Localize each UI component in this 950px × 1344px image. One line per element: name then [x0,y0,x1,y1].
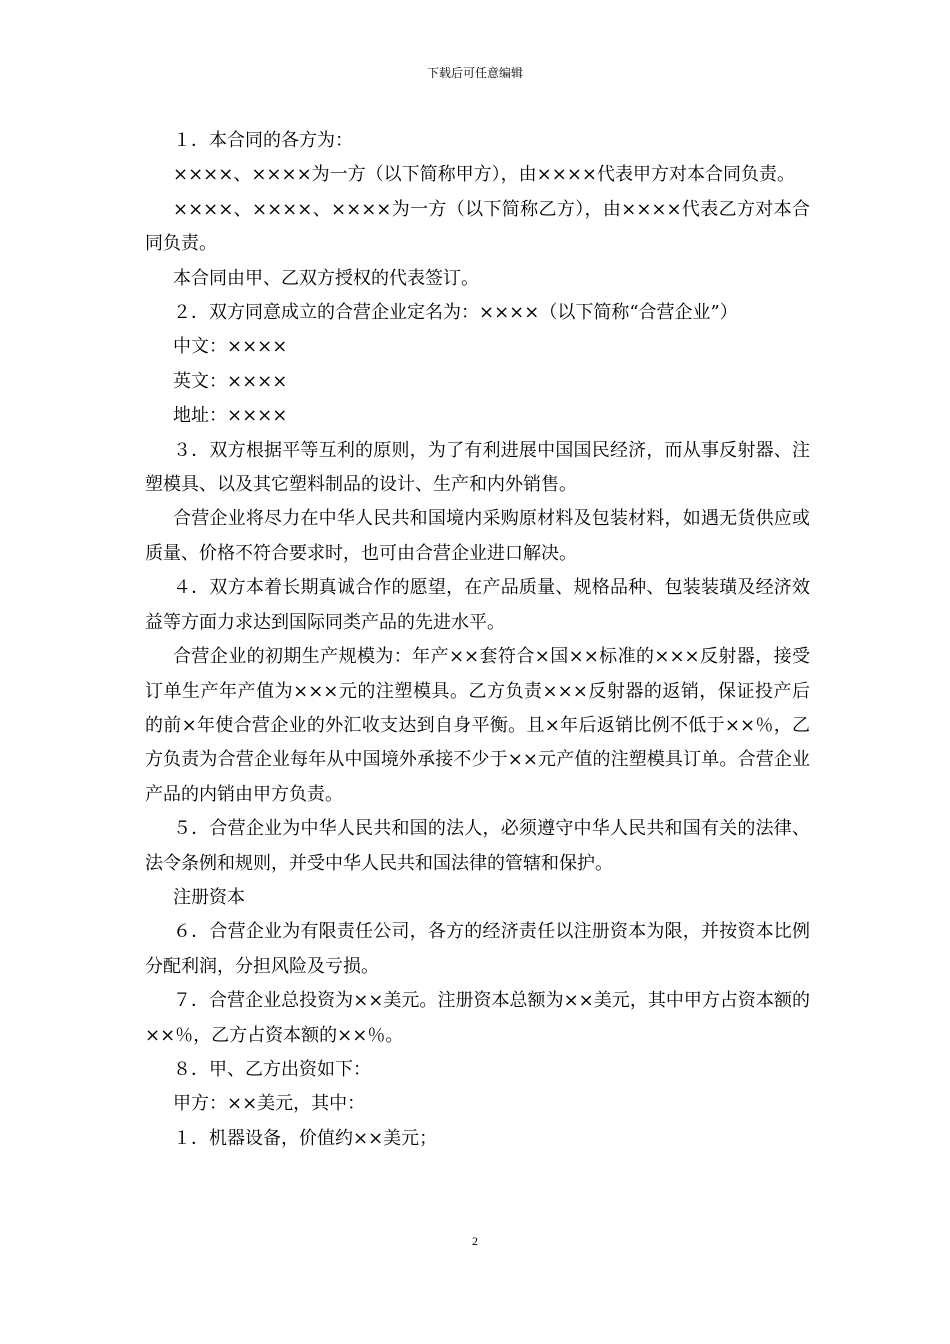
paragraph-17: ８．甲、乙方出资如下： [173,1058,371,1080]
paragraph-4: 本合同由甲、乙双方授权的代表签订。 [173,267,479,289]
paragraph-18: 甲方：××美元，其中： [173,1093,366,1115]
paragraph-1: １．本合同的各方为： [173,130,353,151]
section-heading-registered-capital: 注册资本 [173,886,245,908]
paragraph-16: ７．合营企业总投资为××美元。注册资本总额为××美元，其中甲方占资本额的××％，乙方占资本额的××％。 [145,990,810,1046]
paragraph-19: １．机器设备，价值约××美元； [173,1127,438,1149]
paragraph-8: 地址：×××× [173,405,288,427]
paragraph-10: 合营企业将尽力在中华人民共和国境内采购原材料及包装材料，如遇无货供应或质量、价格不符合要求时，也可由合营企业进口解决。 [145,508,810,564]
paragraph-11: ４．双方本着长期真诚合作的愿望，在产品质量、规格品种、包装装璜及经济效益等方面力求达到国际同类产品的先进水平。 [145,577,810,633]
paragraph-2: ××××、××××为一方（以下简称甲方），由××××代表甲方对本合同负责。 [173,164,795,186]
paragraph-12: 合营企业的初期生产规模为：年产××套符合×国××标准的×××反射器，接受订单生产年产值为×××元的注塑模具。乙方负责×××反射器的返销，保证投产后的前×年使合营企业的外汇收支达到自身平衡。且×年后返销比例不低于××％，乙方负责为合营企业每年从中国境外承接不少于××元产值的注塑模具订单。合营企业产品的内销由甲方负责。 [145,646,810,805]
paragraph-15: ６．合营企业为有限责任公司，各方的经济责任以注册资本为限，并按资本比例分配利润，分担风险及亏损。 [145,921,810,977]
paragraph-5: ２．双方同意成立的合营企业定名为：××××（以下简称“合营企业”） [173,302,738,324]
paragraph-9: ３．双方根据平等互利的原则，为了有利进展中国国民经济，而从事反射器、注塑模具、以及其它塑料制品的设计、生产和内外销售。 [145,439,810,496]
paragraph-6: 中文：×××× [173,336,288,358]
page-number: 2 [472,1234,478,1248]
page-header: 下载后可任意编辑 [426,66,523,80]
paragraph-13: ５．合营企业为中华人民共和国的法人，必须遵守中华人民共和国有关的法律、法令条例和规则，并受中华人民共和国法律的管辖和保护。 [145,818,810,874]
paragraph-7: 英文：×××× [173,370,288,392]
document-body [145,124,810,1156]
paragraph-3: ××××、××××、××××为一方（以下简称乙方），由××××代表乙方对本合同负责。 [145,198,810,255]
